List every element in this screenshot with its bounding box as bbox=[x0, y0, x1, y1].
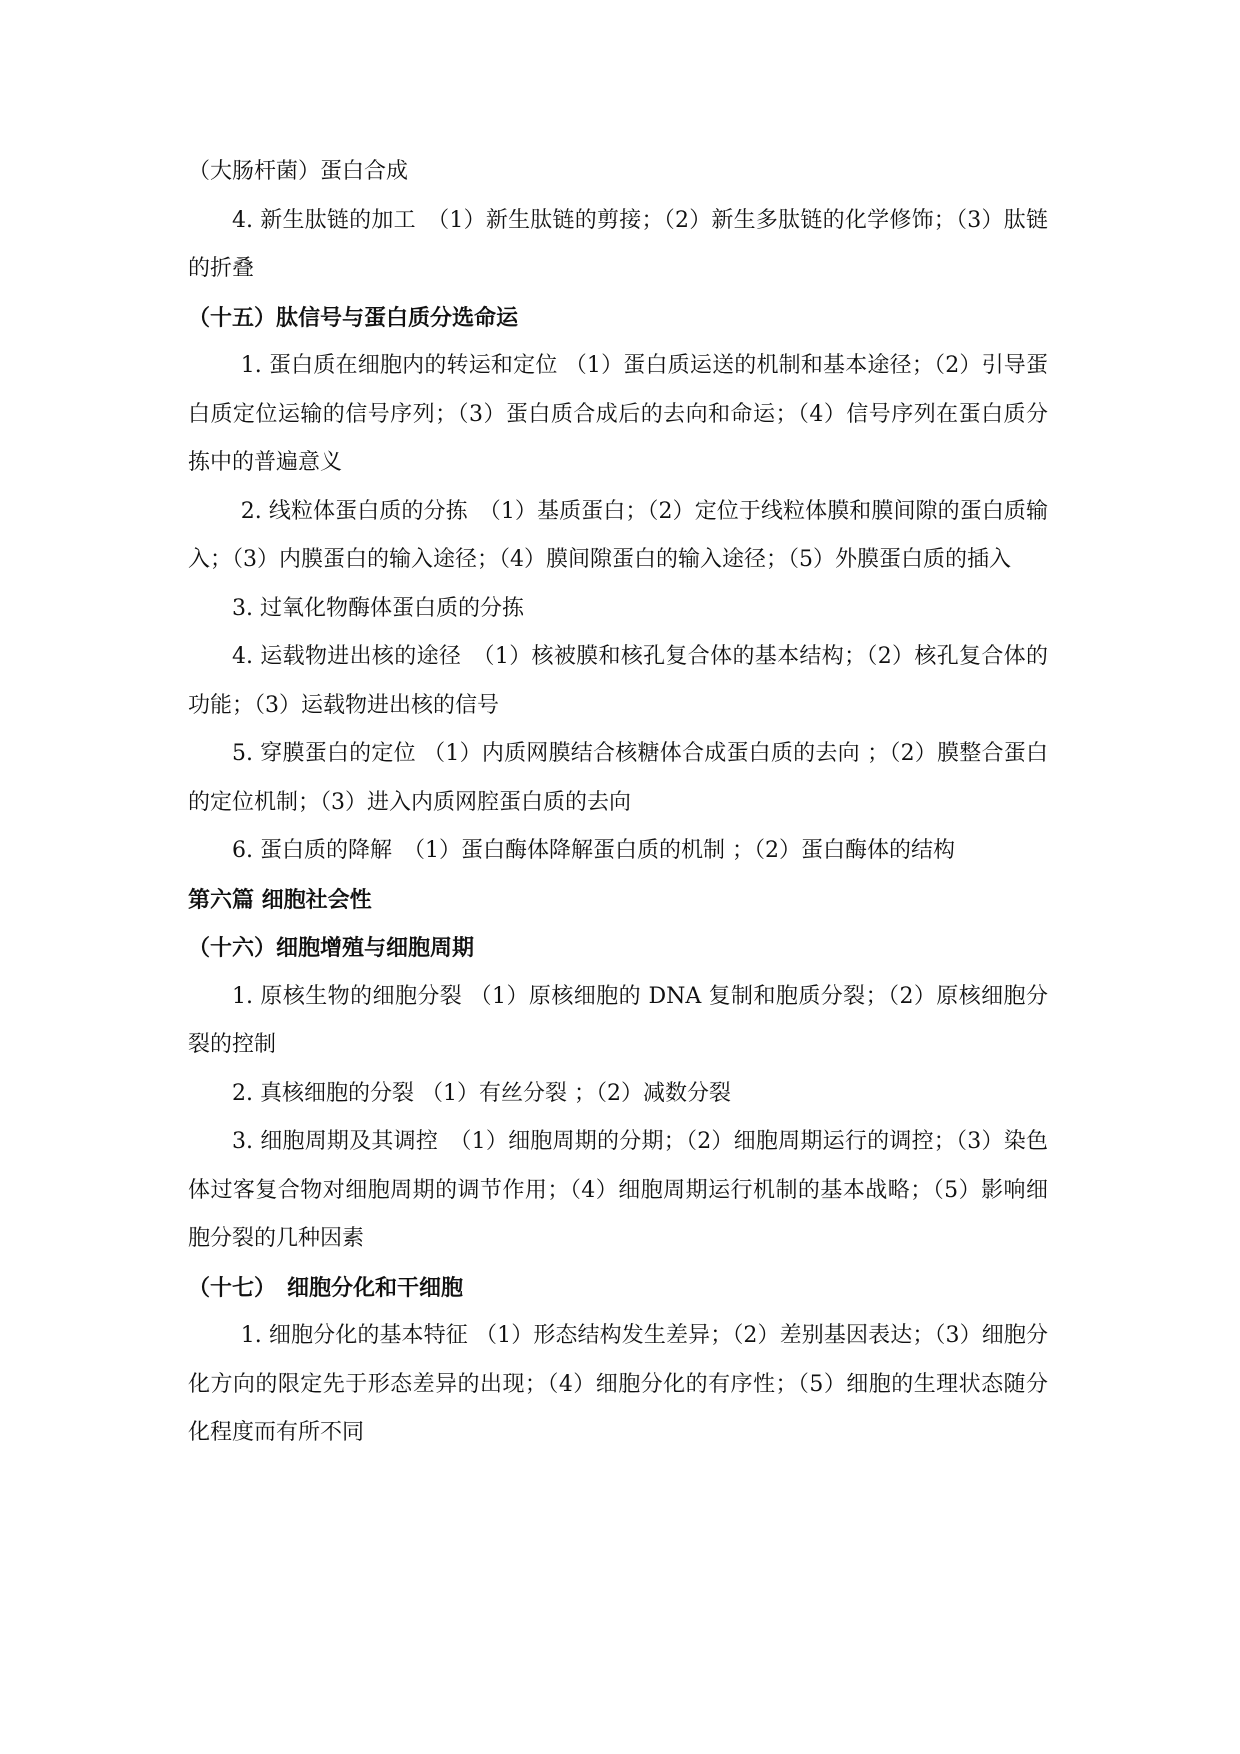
list-item: 3. 过氧化物酶体蛋白质的分拣 bbox=[232, 595, 524, 621]
list-item: 5. 穿膜蛋白的定位 （1）内质网膜结合核糖体合成蛋白质的去向 ；（2）膜整合蛋白的定位机制；（3）进入内质网腔蛋白质的去向 bbox=[188, 741, 1048, 815]
section-heading: （十七） 细胞分化和干细胞 bbox=[188, 1274, 464, 1301]
list-item: 2. 线粒体蛋白质的分拣 （1）基质蛋白；（2）定位于线粒体膜和膜间隙的蛋白质输入；（3）内膜蛋白的输入途径；（4）膜间隙蛋白的输入途径；（5）外膜蛋白质的插入 bbox=[188, 498, 1048, 572]
section-heading: （十五）肽信号与蛋白质分选命运 bbox=[188, 304, 519, 331]
list-item: 1. 蛋白质在细胞内的转运和定位 （1）蛋白质运送的机制和基本途径；（2）引导蛋白质定位运输的信号序列；（3）蛋白质合成后的去向和命运；（4）信号序列在蛋白质分拣中的普遍意义 bbox=[188, 353, 1048, 475]
list-item: 4. 运载物进出核的途径 （1）核被膜和核孔复合体的基本结构；（2）核孔复合体的功能；（3）运载物进出核的信号 bbox=[188, 644, 1048, 718]
list-item: 2. 真核细胞的分裂 （1）有丝分裂 ；（2）减数分裂 bbox=[232, 1080, 731, 1106]
document-body bbox=[188, 148, 1048, 1458]
list-item: 4. 新生肽链的加工 （1）新生肽链的剪接；（2）新生多肽链的化学修饰；（3）肽链的折叠 bbox=[188, 207, 1048, 281]
paragraph-continuation: （大肠杆菌）蛋白合成 bbox=[188, 159, 409, 184]
list-item: 3. 细胞周期及其调控 （1）细胞周期的分期；（2）细胞周期运行的调控；（3）染色体过客复合物对细胞周期的调节作用；（4）细胞周期运行机制的基本战略；（5）影响细胞分裂的几种因素 bbox=[188, 1129, 1048, 1251]
list-item: 1. 细胞分化的基本特征 （1）形态结构发生差异；（2）差别基因表达；（3）细胞分化方向的限定先于形态差异的出现；（4）细胞分化的有序性；（5）细胞的生理状态随分化程度而有所不同 bbox=[188, 1323, 1048, 1445]
section-heading: （十六）细胞增殖与细胞周期 bbox=[188, 935, 475, 961]
list-item: 1. 原核生物的细胞分裂 （1）原核细胞的 DNA 复制和胞质分裂；（2）原核细胞分裂的控制 bbox=[188, 983, 1048, 1057]
part-heading: 第六篇 细胞社会性 bbox=[188, 886, 372, 913]
list-item: 6. 蛋白质的降解 （1）蛋白酶体降解蛋白质的机制 ；（2）蛋白酶体的结构 bbox=[232, 838, 955, 863]
